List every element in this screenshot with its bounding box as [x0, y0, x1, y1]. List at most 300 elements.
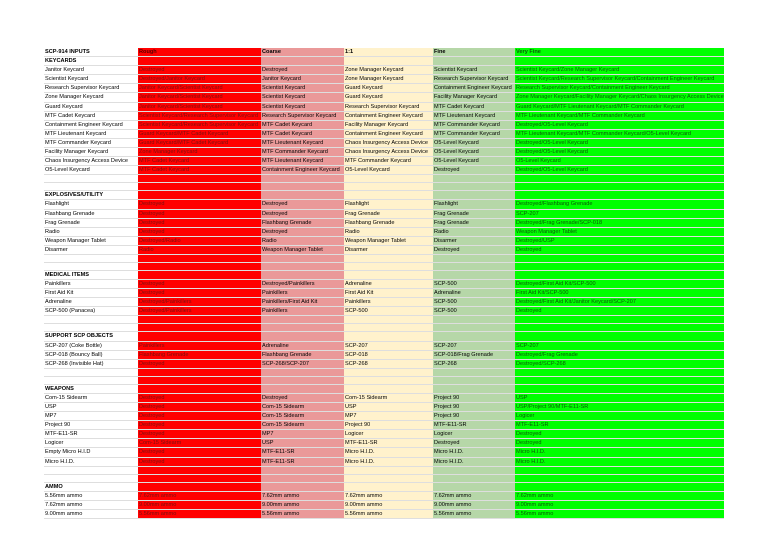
empty-cell [138, 254, 261, 262]
input-cell: Weapon Manager Tablet [44, 236, 138, 245]
fine-cell: SCP-268 [433, 359, 515, 368]
empty-cell [44, 324, 138, 332]
fine-cell: SCP-500 [433, 307, 515, 316]
input-cell: Chaos Insurgency Access Device [44, 157, 138, 166]
header-row [44, 48, 724, 57]
fine-cell [433, 191, 515, 200]
section-title-row [44, 482, 724, 491]
empty-cell [261, 324, 344, 332]
coarse-cell: Painkillers/First Aid Kit [261, 298, 344, 307]
rough-cell: Destroyed [138, 393, 261, 402]
empty-cell [44, 183, 138, 191]
one-to-one-cell: SCP-268 [344, 359, 433, 368]
very-fine-cell: Weapon Manager Tablet [515, 227, 724, 236]
one-to-one-cell: SCP-207 [344, 341, 433, 350]
section-title-row [44, 332, 724, 341]
input-cell: Disarmer [44, 245, 138, 254]
input-cell: SCP-018 (Bouncy Ball) [44, 350, 138, 359]
table-row [44, 412, 724, 421]
empty-cell [261, 466, 344, 474]
table-row [44, 289, 724, 298]
one-to-one-cell: Containment Engineer Keycard [344, 111, 433, 120]
coarse-cell: SCP-268/SCP-207 [261, 359, 344, 368]
coarse-cell: Scientist Keycard [261, 93, 344, 102]
coarse-cell: Destroyed [261, 200, 344, 209]
empty-cell [515, 368, 724, 376]
empty-cell [433, 254, 515, 262]
coarse-cell: Research Supervisor Keycard [261, 111, 344, 120]
coarse-cell: MTF-E11-SR [261, 448, 344, 457]
fine-cell: Destroyed [433, 166, 515, 175]
empty-cell [515, 474, 724, 482]
input-cell: Adrenaline [44, 298, 138, 307]
empty-cell [261, 175, 344, 183]
spacer-row [44, 316, 724, 324]
table-row [44, 66, 724, 75]
very-fine-cell [515, 191, 724, 200]
input-cell: MTF-E11-SR [44, 430, 138, 439]
one-to-one-cell: Micro H.I.D. [344, 448, 433, 457]
input-cell: First Aid Kit [44, 289, 138, 298]
one-to-one-cell: Weapon Manager Tablet [344, 236, 433, 245]
rough-cell: Destroyed [138, 227, 261, 236]
one-to-one-cell: USP [344, 403, 433, 412]
table-row [44, 102, 724, 111]
empty-cell [344, 474, 433, 482]
empty-cell [138, 474, 261, 482]
fine-cell: MTF-E11-SR [433, 421, 515, 430]
empty-cell [44, 316, 138, 324]
spacer-row [44, 368, 724, 376]
fine-cell: O5-Level Keycard [433, 138, 515, 147]
fine-cell: O5-Level Keycard [433, 157, 515, 166]
fine-cell: Frag Grenade [433, 209, 515, 218]
empty-cell [344, 466, 433, 474]
very-fine-cell: Destroyed/O5-Level Keycard [515, 120, 724, 129]
one-to-one-cell: Flashlight [344, 200, 433, 209]
empty-cell [515, 175, 724, 183]
very-fine-cell: O5-Level Keycard [515, 157, 724, 166]
one-to-one-cell: SCP-500 [344, 307, 433, 316]
input-cell: Flashlight [44, 200, 138, 209]
rough-cell: Rough [138, 48, 261, 57]
one-to-one-cell: Disarmer [344, 245, 433, 254]
table-row [44, 509, 724, 518]
rough-cell: Destroyed/Painkillers [138, 307, 261, 316]
very-fine-cell [515, 384, 724, 393]
fine-cell [433, 57, 515, 66]
empty-cell [44, 254, 138, 262]
empty-cell [138, 175, 261, 183]
table-row [44, 129, 724, 138]
one-to-one-cell: Chaos Insurgency Access Device [344, 138, 433, 147]
fine-cell: Destroyed [433, 439, 515, 448]
rough-cell: MTF Cadet Keycard [138, 166, 261, 175]
spacer-row [44, 474, 724, 482]
very-fine-cell: MTF Lieutenant Keycard/MTF Commander Keycard/O5-Level Keycard [515, 129, 724, 138]
one-to-one-cell [344, 57, 433, 66]
rough-cell: MTF Cadet Keycard [138, 157, 261, 166]
input-cell: Painkillers [44, 280, 138, 289]
one-to-one-cell [344, 482, 433, 491]
one-to-one-cell: 9.00mm ammo [344, 500, 433, 509]
one-to-one-cell [344, 191, 433, 200]
empty-cell [138, 368, 261, 376]
rough-cell: Scientist Keycard/Research Supervisor Keycard [138, 120, 261, 129]
empty-cell [433, 368, 515, 376]
one-to-one-cell: Flashbang Grenade [344, 218, 433, 227]
coarse-cell [261, 332, 344, 341]
rough-cell: Destroyed/Radio [138, 236, 261, 245]
spacer-row [44, 183, 724, 191]
empty-cell [138, 376, 261, 384]
rough-cell: Destroyed [138, 289, 261, 298]
very-fine-cell: 5.56mm ammo [515, 509, 724, 518]
table-row [44, 359, 724, 368]
one-to-one-cell: Guard Keycard [344, 93, 433, 102]
table-row [44, 430, 724, 439]
coarse-cell: MTF Cadet Keycard [261, 120, 344, 129]
one-to-one-cell: Painkillers [344, 298, 433, 307]
table-row [44, 280, 724, 289]
table-row [44, 457, 724, 466]
very-fine-cell: Guard Keycard/MTF Lieutenant Keycard/MTF Commander Keycard [515, 102, 724, 111]
coarse-cell: Adrenaline [261, 341, 344, 350]
rough-cell: Destroyed [138, 421, 261, 430]
fine-cell [433, 482, 515, 491]
input-cell: MTF Commander Keycard [44, 138, 138, 147]
table-row [44, 148, 724, 157]
rough-cell: Janitor Keycard/Scientist Keycard [138, 102, 261, 111]
empty-cell [261, 316, 344, 324]
table-row [44, 209, 724, 218]
rough-cell: Destroyed [138, 457, 261, 466]
table-row [44, 341, 724, 350]
input-cell: Flashbang Grenade [44, 209, 138, 218]
rough-cell: Janitor Keycard/Scientist Keycard [138, 84, 261, 93]
one-to-one-cell: Frag Grenade [344, 209, 433, 218]
input-cell: KEYCARDS [44, 57, 138, 66]
rough-cell: Destroyed [138, 209, 261, 218]
empty-cell [344, 376, 433, 384]
coarse-cell: Destroyed [261, 66, 344, 75]
input-cell: O5-Level Keycard [44, 166, 138, 175]
rough-cell [138, 482, 261, 491]
spacer-row [44, 466, 724, 474]
fine-cell: O5-Level Keycard [433, 148, 515, 157]
coarse-cell [261, 482, 344, 491]
input-cell: SCP-914 INPUTS [44, 48, 138, 57]
table-row [44, 236, 724, 245]
empty-cell [433, 466, 515, 474]
table-row [44, 200, 724, 209]
input-cell: SCP-207 (Coke Bottle) [44, 341, 138, 350]
table-row [44, 350, 724, 359]
input-cell: 7.62mm ammo [44, 500, 138, 509]
fine-cell: Containment Engineer Keycard [433, 84, 515, 93]
coarse-cell: MTF Lieutenant Keycard [261, 157, 344, 166]
rough-cell: 5.56mm ammo [138, 509, 261, 518]
fine-cell: Adrenaline [433, 289, 515, 298]
very-fine-cell: Destroyed/SCP-268 [515, 359, 724, 368]
input-cell: 5.56mm ammo [44, 491, 138, 500]
coarse-cell: Radio [261, 236, 344, 245]
rough-cell: Painkillers [138, 341, 261, 350]
coarse-cell: Com-15 Sidearm [261, 421, 344, 430]
one-to-one-cell: Zone Manager Keycard [344, 75, 433, 84]
input-cell: 9.00mm ammo [44, 509, 138, 518]
table-row [44, 166, 724, 175]
input-cell: WEAPONS [44, 384, 138, 393]
empty-cell [433, 316, 515, 324]
empty-cell [433, 376, 515, 384]
spacer-row [44, 262, 724, 270]
very-fine-cell: Zone Manager Keycard/Facility Manager Keycard/Chaos Insurgency Access Device [516, 94, 724, 101]
input-cell: Janitor Keycard [44, 66, 138, 75]
very-fine-cell: Destroyed/O5-Level Keycard [515, 148, 724, 157]
input-cell: SUPPORT SCP OBJECTS [44, 332, 138, 341]
table-row [44, 500, 724, 509]
rough-cell [138, 57, 261, 66]
empty-cell [433, 183, 515, 191]
one-to-one-cell: Radio [344, 227, 433, 236]
coarse-cell: 9.00mm ammo [261, 500, 344, 509]
empty-cell [261, 183, 344, 191]
empty-cell [44, 376, 138, 384]
very-fine-cell: Destroyed/O5-Level Keycard [515, 138, 724, 147]
fine-cell: Disarmer [433, 236, 515, 245]
very-fine-cell: Destroyed [515, 430, 724, 439]
input-cell: Containment Engineer Keycard [44, 120, 138, 129]
rough-cell: Guard Keycard/MTF Cadet Keycard [138, 129, 261, 138]
fine-cell: MTF Lieutenant Keycard [433, 111, 515, 120]
rough-cell: Com-15 Sidearm [138, 439, 261, 448]
coarse-cell: Flashbang Grenade [261, 218, 344, 227]
one-to-one-cell: Research Supervisor Keycard [344, 102, 433, 111]
coarse-cell: Containment Engineer Keycard [261, 166, 344, 175]
coarse-cell: Janitor Keycard [261, 75, 344, 84]
empty-cell [344, 324, 433, 332]
rough-cell: Radio [138, 245, 261, 254]
very-fine-cell: Micro H.I.D. [515, 448, 724, 457]
fine-cell: Logicer [433, 430, 515, 439]
input-cell: Facility Manager Keycard [44, 148, 138, 157]
empty-cell [344, 254, 433, 262]
coarse-cell: 7.62mm ammo [261, 491, 344, 500]
very-fine-cell: MTF Lieutenant Keycard/MTF Commander Keycard [515, 111, 724, 120]
input-cell: Logicer [44, 439, 138, 448]
empty-cell [44, 262, 138, 270]
fine-cell: SCP-018/Frag Grenade [433, 350, 515, 359]
very-fine-cell: MTF-E11-SR [515, 421, 724, 430]
fine-cell: Fine [433, 48, 515, 57]
input-cell: Research Supervisor Keycard [44, 84, 138, 93]
empty-cell [515, 376, 724, 384]
table-row [44, 491, 724, 500]
table-row [44, 111, 724, 120]
recipe-spreadsheet [44, 48, 724, 519]
fine-cell: MTF Commander Keycard [433, 129, 515, 138]
empty-cell [515, 466, 724, 474]
one-to-one-cell: Logicer [344, 430, 433, 439]
one-to-one-cell: First Aid Kit [344, 289, 433, 298]
spacer-row [44, 175, 724, 183]
very-fine-cell: Destroyed [515, 307, 724, 316]
fine-cell: SCP-500 [433, 298, 515, 307]
very-fine-cell: Destroyed/O5-Level Keycard [515, 166, 724, 175]
fine-cell: Scientist Keycard [433, 66, 515, 75]
very-fine-cell: USP/Project 90/MTF-E11-SR [515, 403, 724, 412]
one-to-one-cell: 5.56mm ammo [344, 509, 433, 518]
input-cell: Project 90 [44, 421, 138, 430]
input-cell: AMMO [44, 482, 138, 491]
fine-cell [433, 332, 515, 341]
table-row [44, 421, 724, 430]
one-to-one-cell: 1:1 [344, 48, 433, 57]
rough-cell: Destroyed [138, 403, 261, 412]
input-cell: SCP-500 (Panacea) [44, 307, 138, 316]
input-cell: Empty Micro H.I.D [44, 448, 138, 457]
very-fine-cell: Destroyed/Frag Grenade/SCP-018 [515, 218, 724, 227]
empty-cell [515, 262, 724, 270]
fine-cell: Frag Grenade [433, 218, 515, 227]
very-fine-cell [515, 57, 724, 66]
very-fine-cell: Destroyed/First Aid Kit/Janitor Keycard/SCP-207 [515, 298, 724, 307]
table-row [44, 298, 724, 307]
table-row [44, 75, 724, 84]
empty-cell [261, 474, 344, 482]
empty-cell [515, 316, 724, 324]
one-to-one-cell: Com-15 Sidearm [344, 393, 433, 402]
one-to-one-cell: Containment Engineer Keycard [344, 129, 433, 138]
very-fine-cell: First Aid Kit/SCP-500 [515, 289, 724, 298]
rough-cell: Destroyed [138, 359, 261, 368]
one-to-one-cell: Adrenaline [344, 280, 433, 289]
coarse-cell [261, 384, 344, 393]
fine-cell: MTF Cadet Keycard [433, 102, 515, 111]
coarse-cell: Destroyed [261, 209, 344, 218]
fine-cell: 5.56mm ammo [433, 509, 515, 518]
one-to-one-cell: MP7 [344, 412, 433, 421]
input-cell: MTF Lieutenant Keycard [44, 129, 138, 138]
empty-cell [433, 262, 515, 270]
empty-cell [44, 368, 138, 376]
rough-cell: Destroyed/Janitor Keycard [138, 75, 261, 84]
section-title-row [44, 384, 724, 393]
very-fine-cell: 7.62mm ammo [515, 491, 724, 500]
very-fine-cell: Destroyed [515, 245, 724, 254]
coarse-cell: Destroyed [261, 227, 344, 236]
very-fine-cell [515, 270, 724, 279]
empty-cell [344, 175, 433, 183]
one-to-one-cell: MTF-E11-SR [344, 439, 433, 448]
section-title-row [44, 57, 724, 66]
empty-cell [344, 262, 433, 270]
rough-cell: Destroyed [138, 200, 261, 209]
input-cell: MEDICAL ITEMS [44, 270, 138, 279]
one-to-one-cell: Project 90 [344, 421, 433, 430]
fine-cell: SCP-207 [433, 341, 515, 350]
coarse-cell: MTF Commander Keycard [261, 148, 344, 157]
fine-cell [433, 270, 515, 279]
table-row [44, 218, 724, 227]
empty-cell [515, 183, 724, 191]
input-cell: Guard Keycard [44, 102, 138, 111]
table-row [44, 227, 724, 236]
rough-cell: Destroyed [138, 412, 261, 421]
coarse-cell: Com-15 Sidearm [261, 412, 344, 421]
fine-cell: MTF Commander Keycard [433, 120, 515, 129]
rough-cell: Janitor Keycard/Scientist Keycard [138, 93, 261, 102]
one-to-one-cell: O5-Level Keycard [344, 166, 433, 175]
input-cell: USP [44, 403, 138, 412]
table-row [44, 307, 724, 316]
coarse-cell: Weapon Manager Tablet [261, 245, 344, 254]
coarse-cell: Scientist Keycard [261, 84, 344, 93]
rough-cell: Scientist Keycard/Research Supervisor Keycard [138, 111, 261, 120]
empty-cell [44, 466, 138, 474]
coarse-cell: USP [261, 439, 344, 448]
very-fine-cell: Destroyed/USP [515, 236, 724, 245]
fine-cell: 9.00mm ammo [433, 500, 515, 509]
coarse-cell: MTF-E11-SR [261, 457, 344, 466]
one-to-one-cell [344, 270, 433, 279]
coarse-cell [261, 270, 344, 279]
empty-cell [261, 262, 344, 270]
rough-cell: 7.62mm ammo [138, 491, 261, 500]
fine-cell: Research Supervisor Keycard [433, 75, 515, 84]
fine-cell: Facility Manager Keycard [433, 93, 515, 102]
input-cell: Frag Grenade [44, 218, 138, 227]
empty-cell [138, 262, 261, 270]
table-row [44, 439, 724, 448]
very-fine-cell: Logicer [515, 412, 724, 421]
one-to-one-cell: Facility Manager Keycard [344, 120, 433, 129]
input-cell: Com-15 Sidearm [44, 393, 138, 402]
very-fine-cell: Very Fine [515, 48, 724, 57]
rough-cell: Destroyed [138, 218, 261, 227]
very-fine-cell [515, 332, 724, 341]
one-to-one-cell: Micro H.I.D. [344, 457, 433, 466]
fine-cell: Flashlight [433, 200, 515, 209]
rough-cell: Destroyed [138, 448, 261, 457]
coarse-cell: Scientist Keycard [261, 102, 344, 111]
input-cell: SCP-268 (Invisible Hat) [44, 359, 138, 368]
one-to-one-cell [344, 332, 433, 341]
coarse-cell: MP7 [261, 430, 344, 439]
very-fine-cell: Scientist Keycard/Research Supervisor Keycard/Containment Engineer Keycard [515, 75, 724, 84]
rough-cell: Destroyed [138, 280, 261, 289]
coarse-cell: MTF Cadet Keycard [261, 129, 344, 138]
fine-cell: Micro H.I.D. [433, 457, 515, 466]
very-fine-cell: 9.00mm ammo [515, 500, 724, 509]
empty-cell [44, 474, 138, 482]
rough-cell: Destroyed [138, 66, 261, 75]
rough-cell [138, 384, 261, 393]
very-fine-cell: Micro H.I.D. [515, 457, 724, 466]
one-to-one-cell: Guard Keycard [344, 84, 433, 93]
coarse-cell: Com-15 Sidearm [261, 403, 344, 412]
table-row [44, 448, 724, 457]
very-fine-cell: Destroyed/Frag Grenade [515, 350, 724, 359]
empty-cell [515, 324, 724, 332]
coarse-cell: 5.56mm ammo [261, 509, 344, 518]
fine-cell: Project 90 [433, 403, 515, 412]
input-cell: Zone Manager Keycard [44, 93, 138, 102]
table-row [44, 393, 724, 402]
table-row [44, 93, 724, 102]
table-row [44, 84, 724, 93]
